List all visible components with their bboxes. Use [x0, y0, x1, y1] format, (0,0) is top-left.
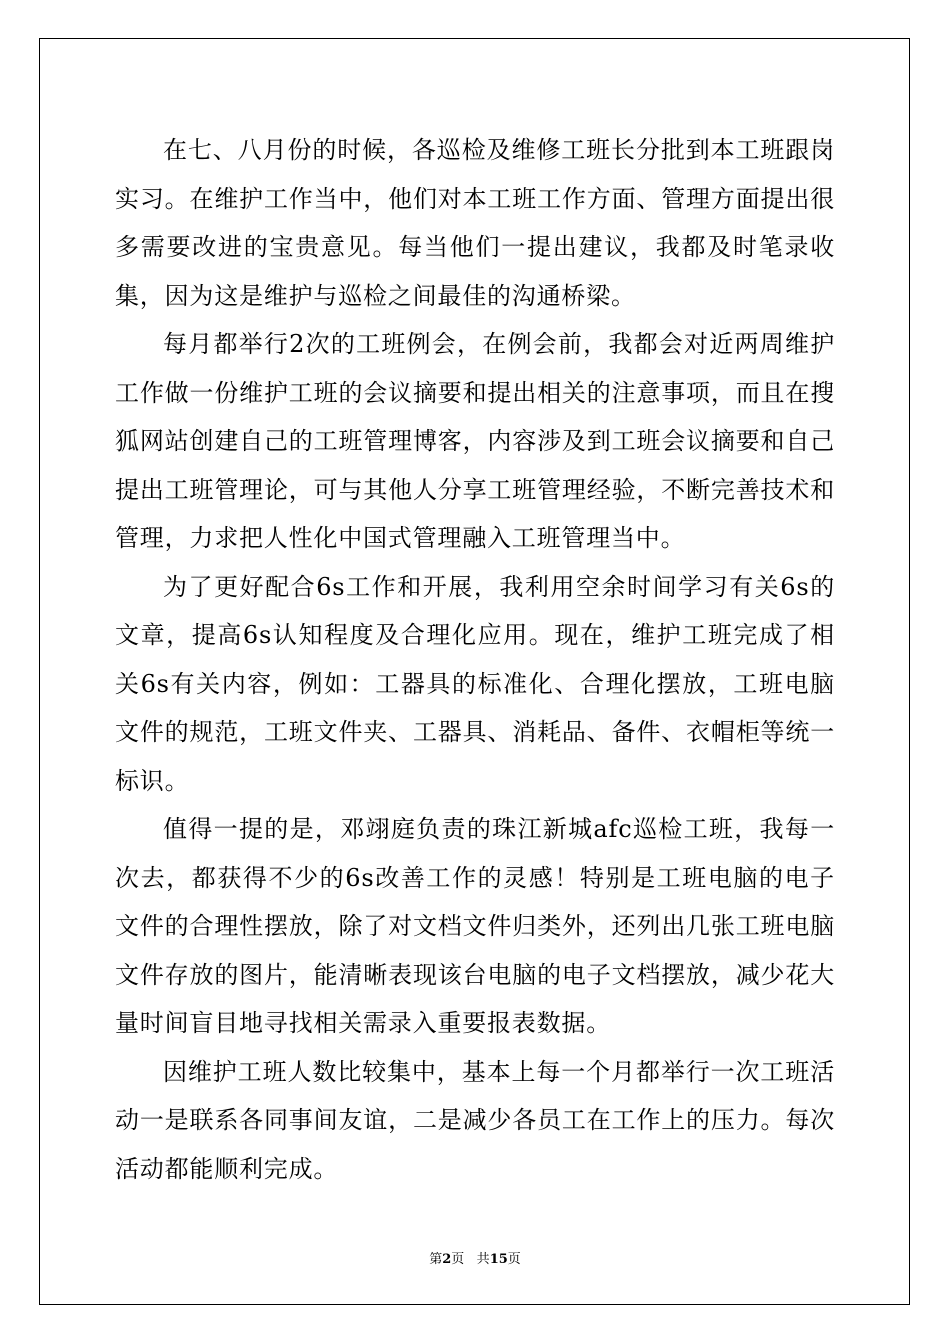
paragraph-2: 每月都举行2次的工班例会，在例会前，我都会对近两周维护工作做一份维护工班的会议摘要和提出相关的注意事项，而且在搜狐网站创建自己的工班管理博客，内容涉及到工班会议摘要和自己提出工班管理论，可与其他人分享工班管理经验，不断完善技术和管理，力求把人性化中国式管理融入工班管理当中。	[115, 330, 835, 552]
page-footer	[0, 1248, 950, 1267]
page-suffix: 页	[451, 1252, 465, 1267]
paragraph-5: 因维护工班人数比较集中，基本上每一个月都举行一次工班活动一是联系各同事间友谊，二是减少各员工在工作上的压力。每次活动都能顺利完成。	[115, 1057, 835, 1183]
document-body	[115, 126, 835, 1193]
total-prefix: 共	[476, 1252, 490, 1267]
paragraph-1: 在七、八月份的时候，各巡检及维修工班长分批到本工班跟岗实习。在维护工作当中，他们对本工班工作方面、管理方面提出很多需要改进的宝贵意见。每当他们一提出建议，我都及时笔录收集，因为这是维护与巡检之间最佳的沟通桥梁。	[115, 136, 835, 310]
page-prefix: 第	[429, 1252, 443, 1267]
total-suffix: 页	[507, 1252, 521, 1267]
page-number: 2	[442, 1252, 452, 1267]
paragraph-4: 值得一提的是，邓翊庭负责的珠江新城afc巡检工班，我每一次去，都获得不少的6s改善工作的灵感！特别是工班电脑的电子文件的合理性摆放，除了对文档文件归类外，还列出几张工班电脑文件存放的图片，能清晰表现该台电脑的电子文档摆放，减少花大量时间盲目地寻找相关需录入重要报表数据。	[115, 815, 835, 1037]
paragraph-3: 为了更好配合6s工作和开展，我利用空余时间学习有关6s的文章，提高6s认知程度及合理化应用。现在，维护工班完成了相关6s有关内容，例如：工器具的标准化、合理化摆放，工班电脑文件的规范，工班文件夹、工器具、消耗品、备件、衣帽柜等统一标识。	[115, 572, 835, 795]
total-pages: 15	[489, 1252, 508, 1267]
